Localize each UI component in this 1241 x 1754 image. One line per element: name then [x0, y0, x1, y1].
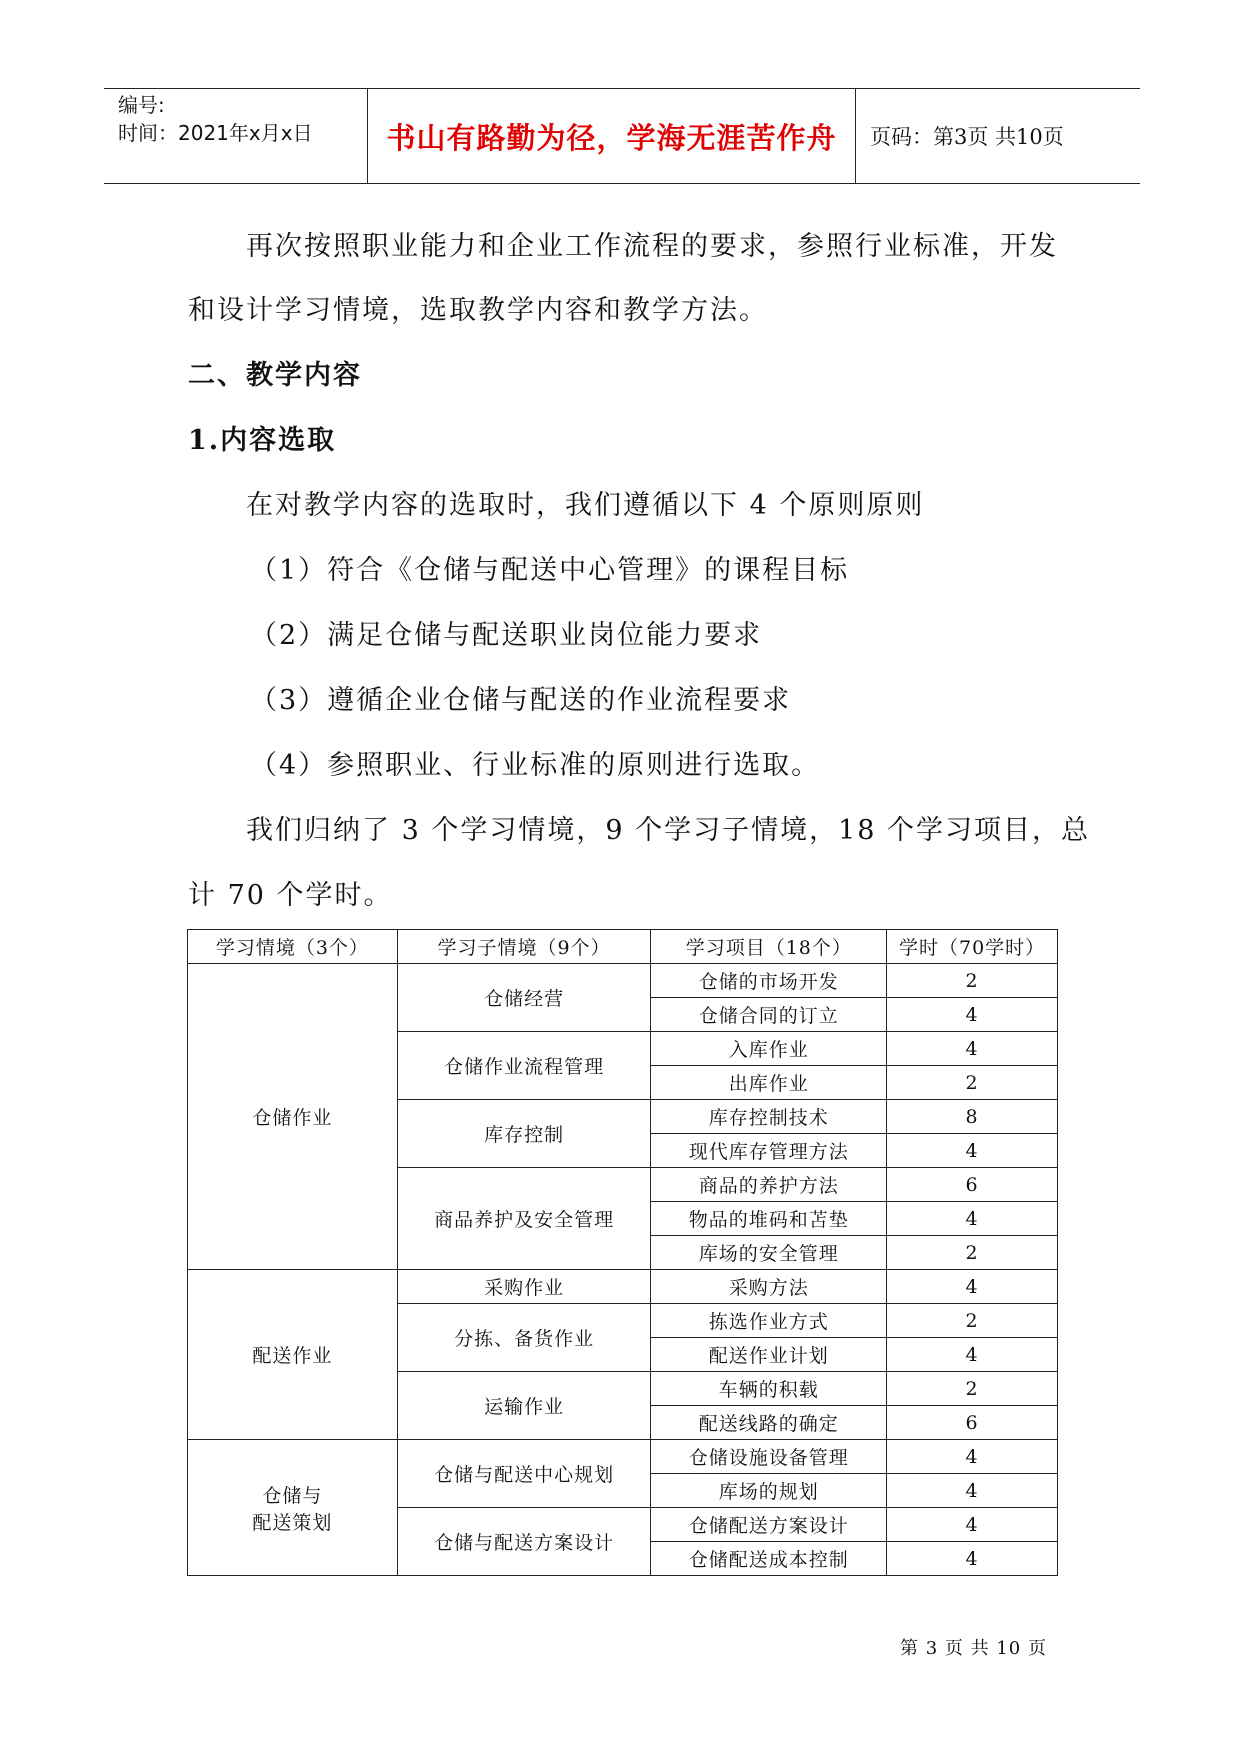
header-cell: 学习情境（3个）	[188, 930, 398, 964]
paragraph-line: 和设计学习情境，选取教学内容和教学方法。	[188, 295, 768, 326]
project-cell: 配送作业计划	[651, 1338, 887, 1372]
header-cell: 学时（70学时）	[887, 930, 1058, 964]
hours-cell: 4	[887, 1134, 1058, 1168]
list-item: （3）遵循企业仓储与配送的作业流程要求	[250, 685, 792, 716]
header-motto: 书山有路勤为径，学海无涯苦作舟	[368, 89, 856, 183]
project-cell: 配送线路的确定	[651, 1406, 887, 1440]
sub-situation-cell: 商品养护及安全管理	[397, 1168, 651, 1270]
project-cell: 车辆的积载	[651, 1372, 887, 1406]
header-meta	[104, 89, 368, 183]
sub-situation-cell: 仓储与配送中心规划	[397, 1440, 651, 1508]
subsection-title: 1.内容选取	[188, 425, 337, 456]
hours-cell: 4	[887, 1440, 1058, 1474]
list-item: （2）满足仓储与配送职业岗位能力要求	[250, 620, 763, 651]
project-cell: 物品的堆码和苫垫	[651, 1202, 887, 1236]
project-cell: 仓储设施设备管理	[651, 1440, 887, 1474]
hours-cell: 4	[887, 1270, 1058, 1304]
hours-cell: 6	[887, 1168, 1058, 1202]
hours-cell: 4	[887, 1202, 1058, 1236]
hours-cell: 2	[887, 1066, 1058, 1100]
project-cell: 库存控制技术	[651, 1100, 887, 1134]
hours-cell: 4	[887, 1508, 1058, 1542]
hours-cell: 6	[887, 1406, 1058, 1440]
sub-situation-cell: 仓储经营	[397, 964, 651, 1032]
project-cell: 仓储的市场开发	[651, 964, 887, 998]
sub-situation-cell: 采购作业	[397, 1270, 651, 1304]
hours-cell: 2	[887, 964, 1058, 998]
project-cell: 采购方法	[651, 1270, 887, 1304]
paragraph-line: 计 70 个学时。	[188, 880, 393, 911]
sub-situation-cell: 库存控制	[397, 1100, 651, 1168]
hours-cell: 8	[887, 1100, 1058, 1134]
project-cell: 商品的养护方法	[651, 1168, 887, 1202]
doc-time-label: 时间：2021年x月x日	[118, 121, 313, 145]
project-cell: 现代库存管理方法	[651, 1134, 887, 1168]
project-cell: 库场的安全管理	[651, 1236, 887, 1270]
sub-situation-cell: 仓储与配送方案设计	[397, 1508, 651, 1576]
list-item: （4）参照职业、行业标准的原则进行选取。	[250, 750, 821, 781]
sub-situation-cell: 运输作业	[397, 1372, 651, 1440]
hours-cell: 4	[887, 1474, 1058, 1508]
hours-cell: 4	[887, 1338, 1058, 1372]
hours-cell: 4	[887, 998, 1058, 1032]
table-row	[188, 964, 1058, 998]
sub-situation-cell: 分拣、备货作业	[397, 1304, 651, 1372]
table-row	[188, 1270, 1058, 1304]
hours-cell: 2	[887, 1236, 1058, 1270]
hours-cell: 2	[887, 1304, 1058, 1338]
project-cell: 库场的规划	[651, 1474, 887, 1508]
content-table	[187, 929, 1058, 1576]
section-title: 二、教学内容	[188, 360, 362, 391]
project-cell: 仓储配送成本控制	[651, 1542, 887, 1576]
project-cell: 仓储合同的订立	[651, 998, 887, 1032]
project-cell: 出库作业	[651, 1066, 887, 1100]
list-item: （1）符合《仓储与配送中心管理》的课程目标	[250, 555, 850, 586]
doc-number-label: 编号:	[118, 93, 165, 117]
situation-line: 配送策划	[252, 1511, 333, 1534]
paragraph-line: 我们归纳了 3 个学习情境，9 个学习子情境，18 个学习项目，总	[246, 815, 1091, 846]
paragraph-line: 在对教学内容的选取时，我们遵循以下 4 个原则原则	[246, 490, 925, 521]
hours-cell: 4	[887, 1542, 1058, 1576]
situation-line: 仓储与	[262, 1484, 323, 1507]
situation-cell	[188, 1440, 398, 1576]
project-cell: 拣选作业方式	[651, 1304, 887, 1338]
table-header-row	[188, 930, 1058, 964]
page-footer: 第 3 页 共 10 页	[900, 1638, 1047, 1659]
paragraph-line: 再次按照职业能力和企业工作流程的要求，参照行业标准，开发	[246, 231, 1058, 262]
header-cell: 学习项目（18个）	[651, 930, 887, 964]
page-header	[104, 88, 1140, 184]
situation-cell: 配送作业	[188, 1270, 398, 1440]
project-cell: 仓储配送方案设计	[651, 1508, 887, 1542]
header-page-code: 页码：第3页 共10页	[870, 125, 1064, 149]
project-cell: 入库作业	[651, 1032, 887, 1066]
table-row	[188, 1440, 1058, 1474]
hours-cell: 4	[887, 1032, 1058, 1066]
header-cell: 学习子情境（9个）	[397, 930, 651, 964]
hours-cell: 2	[887, 1372, 1058, 1406]
situation-cell: 仓储作业	[188, 964, 398, 1270]
sub-situation-cell: 仓储作业流程管理	[397, 1032, 651, 1100]
